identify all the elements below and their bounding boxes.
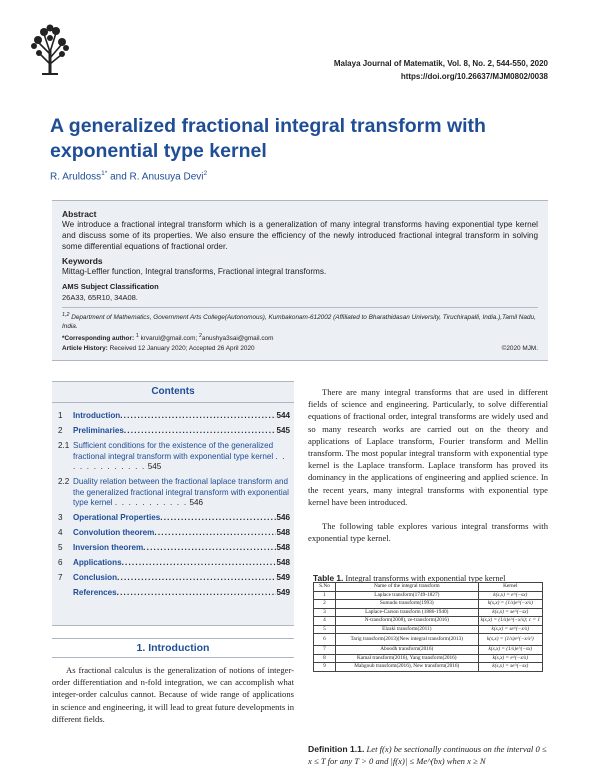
definition-label: Definition 1.1. [308, 744, 365, 754]
toc-page: 545 [276, 426, 290, 435]
toc-number: 4 [58, 528, 63, 537]
paper-title: A generalized fractional integral transform with exponential type kernel [50, 115, 486, 162]
table-cell: Sumudu transform(1993) [336, 600, 479, 609]
table-cell: Elzaki transform(2011) [336, 625, 479, 634]
table-cell: Mahgoub transform(2016), New transform(2016) [336, 663, 479, 672]
author-superscript: 1* [101, 170, 108, 177]
toc-number: 6 [58, 558, 63, 567]
abstract-box [52, 200, 548, 361]
contents-box [52, 381, 294, 626]
table-cell: 5 [314, 625, 336, 634]
toc-page: 549 [276, 588, 290, 597]
toc-number: 5 [58, 543, 63, 552]
toc-page: 548 [276, 528, 290, 537]
toc-item[interactable] [58, 573, 290, 584]
abstract-heading: Abstract [62, 209, 97, 219]
history-text: Received 12 January 2020; Accepted 26 April 2020 [109, 345, 255, 353]
toc-page: 544 [276, 411, 290, 420]
table-caption-label: Table 1. [313, 573, 344, 583]
table-row [314, 646, 543, 655]
table-row [314, 608, 543, 617]
table-header-row [314, 583, 543, 592]
history-label: Article History: [62, 345, 108, 353]
toc-page: 548 [276, 558, 290, 567]
table-cell: 8 [314, 654, 336, 663]
table-row [314, 634, 543, 646]
email-superscript: 1 [135, 333, 139, 340]
affiliation-superscript: 1,2 [62, 312, 70, 318]
toc-page: 548 [276, 543, 290, 552]
intro-paragraph: As fractional calculus is the generalization of notions of integer-order differentiation and n-fold integration, we can accomplish what integer-order calculus cannot. Because of wide range of applications in science and engineering, it will lead to great future developments in different fields. [52, 665, 294, 724]
table-cell: 7 [314, 646, 336, 655]
toc-link[interactable]: Operational Properties [73, 513, 161, 522]
email-link[interactable]: krvarul@gmail.com; [140, 335, 198, 343]
corresponding-label: *Corresponding author: [62, 335, 135, 343]
table-cell: Laplace-Carson transform (1886-1940) [336, 608, 479, 617]
keywords-heading: Keywords [62, 256, 103, 266]
toc-item[interactable] [58, 528, 290, 539]
email-superscript: 2 [198, 333, 202, 340]
toc-page: 549 [276, 573, 290, 582]
contents-title: Contents [52, 382, 294, 403]
table-row [314, 600, 543, 609]
toc-item[interactable]: 2.2 Duality relation between the fractional laplace transform and the generalized fractional integral transform with exponential type kernel . . . . . . . . . . . 546 [58, 477, 289, 507]
table-header: S.No [314, 583, 336, 592]
table-cell: k(s,x) = (1/s)e^(−x/s); c = 1 [478, 617, 542, 626]
toc-number: 1 [58, 411, 63, 420]
toc-item[interactable]: 2.1 Sufficient conditions for the existence of the generalized fractional integral transform with exponential type kernel . . . . . . . . . . . . . 545 [58, 441, 286, 471]
table-header: Kernel [478, 583, 542, 592]
toc-page: 546 [189, 498, 204, 507]
table-cell: k(s,x) = se^(−sx) [478, 608, 542, 617]
toc-link[interactable]: Inversion theorem [73, 543, 144, 552]
toc-link[interactable]: Introduction [73, 411, 121, 420]
table-cell: 9 [314, 663, 336, 672]
keywords-text: Mittag-Leffler function, Integral transforms, Fractional integral transforms. [62, 267, 327, 276]
toc-item[interactable] [58, 558, 290, 569]
author-name: R. Aruldoss [50, 171, 102, 183]
table-row [314, 617, 543, 626]
table-cell: Laplace transform(1749-1827) [336, 591, 479, 600]
affiliation-text: Department of Mathematics, Government Arts College(Autonomous), Kumbakonam-612002 (Affiliated to Bharathidasan University, Tiruchirapalli, India.),Tamil Nadu, India. [62, 314, 536, 331]
toc-number: 2.1 [58, 441, 70, 450]
table-cell: k(s,x) = (1/s)e^(−sx) [478, 646, 542, 655]
table-cell: Kamal transform(2016), Yang transform(2016) [336, 654, 479, 663]
section-heading: 1. Introduction [52, 638, 294, 658]
body-paragraph: There are many integral transforms that are used in different fields of science and engineering. Particularly, to solve differential equations of fractional order, integral transforms are widely used and so many research works are carried out on the theory and applications of Laplace transform, Fourier transform and Mellin transform. The most popular integral transform with exponential type kernel is the Laplace transform. Laplace transform has proved its dominancy in the applications of engineering and applied science. In the recent years, many integral transforms with exponential type kernel have been introduced. [308, 387, 548, 507]
toc-item[interactable] [58, 543, 290, 554]
toc-link[interactable]: Convolution theorem [73, 528, 155, 537]
toc-link[interactable]: Applications [73, 558, 122, 567]
toc-item[interactable] [58, 588, 290, 599]
table-cell: k(s,x) = (1/s)e^(−x/s) [478, 600, 542, 609]
toc-page: 546 [276, 513, 290, 522]
table-cell: Aboodh transform(2016) [336, 646, 479, 655]
divider [62, 307, 538, 308]
toc-link[interactable]: Conclusion [73, 573, 118, 582]
toc-link[interactable]: Duality relation between the fractional laplace transform and the generalized fractional integral transform with exponential type kernel [73, 477, 289, 507]
table-cell: N-transform(2008), ze-transform(2016) [336, 617, 479, 626]
toc-number: 3 [58, 513, 63, 522]
journal-logo [30, 24, 70, 76]
table-cell: 6 [314, 634, 336, 646]
corresponding-author [62, 331, 538, 344]
table-cell: 4 [314, 617, 336, 626]
toc-number: 2 [58, 426, 63, 435]
table-cell: 3 [314, 608, 336, 617]
table-cell: k(s,x) = e^(−sx) [478, 591, 542, 600]
author-name: R. Anusuya Devi [129, 171, 204, 183]
table-row [314, 654, 543, 663]
body-paragraph: The following table explores various integral transforms with exponential type kernel. [308, 521, 548, 544]
table-cell: k(s,x) = (1/s)e^(−x/s²) [478, 634, 542, 646]
toc-number [58, 588, 73, 599]
table-cell: 1 [314, 591, 336, 600]
ams-heading: AMS Subject Classification [62, 282, 159, 291]
copyright: ©2020 MJM. [501, 345, 538, 353]
toc-page: 545 [147, 462, 162, 471]
abstract-text: We introduce a fractional integral transform which is a generalization of many integral transforms having exponential type kernel and discuss some of its properties. We also ensure the efficiency of the newly introduced fractional integral transform in solving some differential equations of fractional order. [62, 220, 538, 251]
ams-text: 26A33, 65R10, 34A08. [62, 293, 138, 302]
journal-header [334, 57, 548, 83]
table-caption-text: Integral transforms with exponential type kernel [345, 574, 506, 583]
definition-text: Let f(x) be sectionally continuous on the interval 0 ≤ x ≤ T for any T > 0 and |f(x)| ≤ Me^(bx) when x ≥ N [308, 744, 547, 767]
table-cell: k(s,x) = se^(−x/s) [478, 625, 542, 634]
definition-block [308, 743, 550, 767]
email-link[interactable]: anushya3sai@gmail.com [201, 335, 274, 343]
toc-item[interactable] [58, 513, 290, 524]
toc-number: 2.2 [58, 477, 70, 486]
table-row [314, 663, 543, 672]
toc-link[interactable]: Sufficient conditions for the existence of the generalized fractional integral transform with exponential type kernel [73, 441, 274, 461]
affiliation [62, 311, 538, 331]
right-column-text [308, 386, 548, 544]
contents-list [52, 403, 294, 599]
table-cell: k(s,x) = e^(−x/s) [478, 654, 542, 663]
toc-item[interactable] [58, 426, 290, 437]
tree-logo-icon [30, 24, 70, 76]
table-header: Name of the integral transform [336, 583, 479, 592]
journal-citation: Malaya Journal of Matematik, Vol. 8, No. 2, 544-550, 2020 [333, 59, 548, 68]
integral-transforms-table [313, 582, 543, 672]
table-row [314, 591, 543, 600]
author-line [50, 170, 207, 182]
toc-link[interactable]: References [73, 588, 117, 597]
table-row [314, 625, 543, 634]
toc-link[interactable]: Preliminaries [73, 426, 124, 435]
article-history [62, 344, 538, 354]
table-cell: Tarig transform(2013)(New integral transform(2013) [336, 634, 479, 646]
table-cell: k(s,x) = se^(−sx) [478, 663, 542, 672]
toc-item[interactable] [58, 411, 290, 422]
author-superscript: 2 [203, 170, 208, 177]
toc-number: 7 [58, 573, 63, 582]
doi-link[interactable]: https://doi.org/10.26637/MJM0802/0038 [400, 72, 548, 81]
author-conjunction: and [107, 171, 130, 183]
table-cell: 2 [314, 600, 336, 609]
